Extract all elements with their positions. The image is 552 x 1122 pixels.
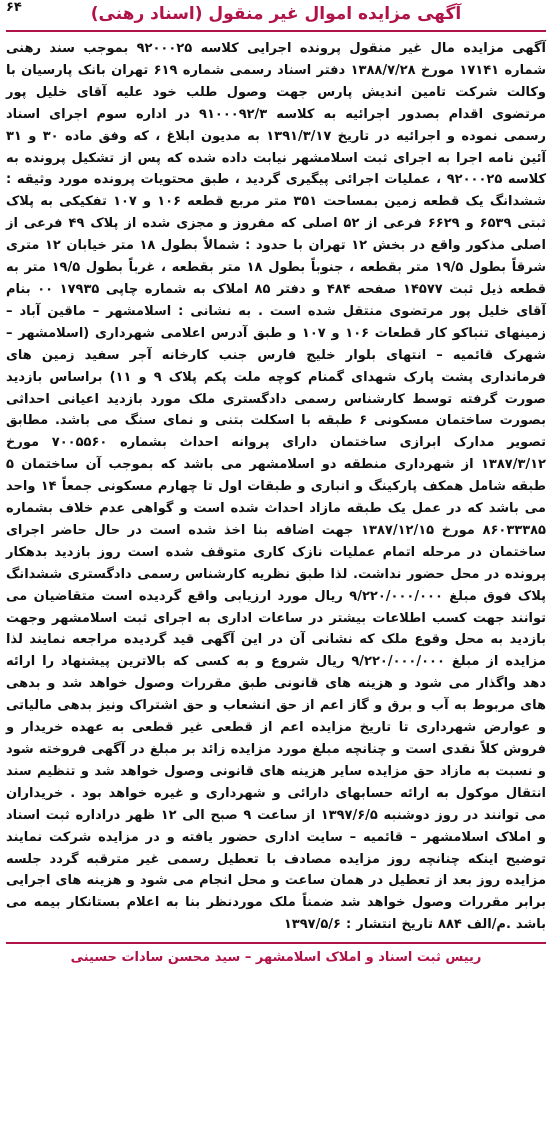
notice-title: آگهی مزایده اموال غیر منقول (اسناد رهنی) [90, 4, 462, 24]
title-divider [6, 30, 546, 32]
page-number: ۶۴ [6, 0, 22, 15]
footer-divider [6, 942, 546, 944]
notice-body: آگهی مزایده مال غیر منقول پرونده اجرایی کلاسه ۹۲۰۰۰۲۵ بموجب سند رهنی شماره ۱۷۱۴۱ مورخ ۱۳۸۸/۷/۲۸ دفتر اسناد رسمی شماره ۶۱۹ تهران بانک پارسیان با وکالت شرکت تامین اندیش پارس جهت وصول طلب خود علیه آقای خلیل پور مرتضوی اقدام بصدور اجرائیه به کلاسه ۹۱۰۰۰۹۲/۳ در اداره سوم اجرای اسناد رسمی نموده و اجرائیه در تاریخ ۱۳۹۱/۳/۱۷ به مدیون ابلاغ ، که وفق ماده ۳۰ و ۳۱ آئین نامه اجرا به اجرای ثبت اسلامشهر نیابت داده شده که پس از تشکیل پرونده به کلاسه ۹۲۰۰۰۲۵ ، عملیات اجرائی پیگیری گردید ، طبق محتویات پرونده مورد وثیقه : ششدانگ یک قطعه زمین بمساحت ۳۵۱ متر مربع قطعه ۱۰۶ و ۱۰۷ تفکیکی به پلاک ثبتی ۶۵۳۹ و ۶۶۲۹ فرعی از ۵۲ اصلی که مفروز و مجزی شده از پلاک ۴۹ فرعی از اصلی مذکور واقع در بخش ۱۲ تهران با حدود : شمالاً بطول ۱۸ متر خیابان ۱۲ متری شرقاً بطول ۱۹/۵ متر بقطعه ، جنوباً بطول ۱۸ متر بقطعه ، غرباً بطول ۱۹/۵ متر به قطعه ذیل ثبت ۱۴۵۷۷ صفحه ۴۸۴ و دفتر ۸۵ املاک به شماره چاپی ۱۷۹۳۵ ۰۰ بنام آقای خلیل پور مرتضوی منتقل شده است . به نشانی : اسلامشهر – ماقین آباد – زمینهای تنباکو کار قطعات ۱۰۶ و ۱۰۷ و طبق آدرس اعلامی شهرداری (اسلامشهر – شهرک قائمیه – انتهای بلوار خلیج فارس جنب کارخانه آجر سفید زمین های فرمانداری پشت پارک شهدای گمنام کوچه ملت پکم پلاک ۹ و ۱۱) براساس بازدید صورت گرفته توسط کارشناس رسمی دادگستری ملک مورد بازدید اعیانی احداثی بصورت ساختمان مسکونی ۶ طبقه با اسکلت بتنی و نمای سنگ می باشد. مطابق تصویر مدارک ابرازی ساختمان دارای پروانه احداث بشماره ۷۰۰۵۵۶۰ مورخ ۱۳۸۷/۳/۱۲ از شهرداری منطقه دو اسلامشهر می باشد که بموجب آن ساختمان ۵ طبقه شامل همکف پارکینگ و انباری و طبقات اول تا چهارم مسکونی جمعاً ۱۴ واحد می باشد که در عمل یک طبقه مازاد احداث شده است و گواهی عدم خلاف بشماره ۸۶۰۳۳۳۸۵ مورخ ۱۳۸۷/۱۲/۱۵ جهت اضافه بنا اخذ شده است در حال حاضر اجرای ساختمان در مرحله اتمام عملیات نازک کاری متوقف شده است روز بازدید بدهکار پرونده در محل حضور نداشت. لذا طبق نظریه کارشناس رسمی دادگستری ششدانگ پلاک فوق مبلغ ۹/۲۲۰/۰۰۰/۰۰۰ ریال مورد ارزیابی واقع گردیده است متقاضیان می توانند جهت کسب اطلاعات بیشتر در ساعات اداری به اجرای ثبت اسلامشهر وجهت بازدید به محل وقوع ملک که نشانی آن در این آگهی قید گردیده مراجعه نمایند لذا مزایده از مبلغ ۹/۲۲۰/۰۰۰/۰۰۰ ریال شروع و به کسی که بالاترین پیشنهاد را ارائه دهد واگذار می شود و هزینه های قانونی طبق مقررات وصول خواهد شد و بدهی های مربوط به آب و برق و گاز اعم از حق انشعاب و حق اشتراک ونیز بدهی مالیاتی و عوارض شهرداری تا تاریخ مزایده اعم از قطعی غیر قطعی به عهده خریدار و فروش کلاً نقدی است و چنانچه مبلغ مورد مزایده زائد بر مبلغ در آگهی فروخته شود و نسبت به مازاد حق مزایده سایر هزینه های قانونی وصول خواهد شد و تنظیم سند انتقال موکول به ارائه حسابهای دارائی و شهرداری و غیره خواهد بود . خریداران می توانند در روز دوشنبه ۱۳۹۷/۶/۵ از ساعت ۹ صبح الی ۱۲ ظهر دراداره ثبت اسناد و املاک اسلامشهر – قائمیه – سایت اداری حضور یافته و در مزایده شرکت نمایند توضیح اینکه چنانچه روز مزایده مصادف با تعطیل رسمی غیر مترقبه گردد جلسه مزایده روز بعد از تعطیل در همان ساعت و محل انجام می شود و هزینه های اجرایی برابر مقررات وصول خواهد شد ضمناً ملک موردنظر بنا به اعلام بستانکار بیمه می باشد .م/الف ۸۸۴ تاریخ انتشار : ۱۳۹۷/۵/۶ [6, 41, 547, 933]
signature-line: رییس ثبت اسناد و املاک اسلامشهر – سید محسن سادات حسینی [70, 950, 482, 966]
